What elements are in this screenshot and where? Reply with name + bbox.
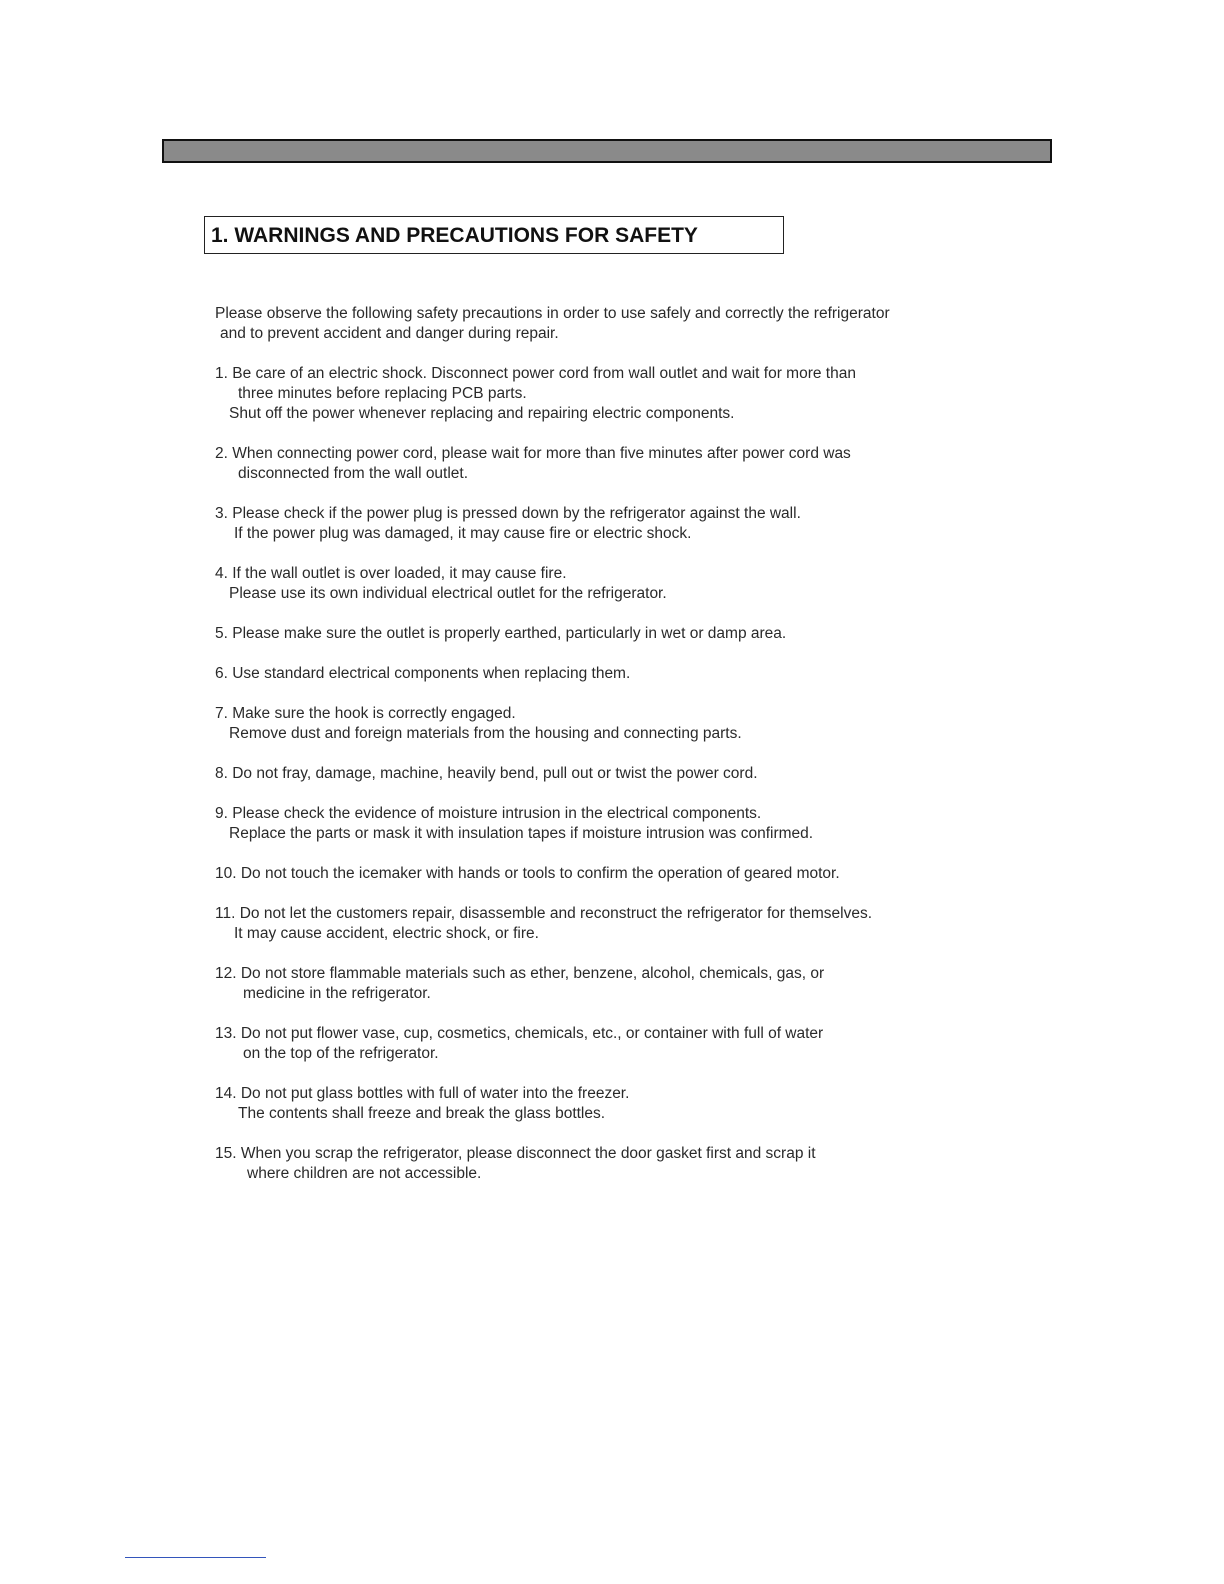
item-line: It may cause accident, electric shock, or fire. [234,925,539,942]
item-line: medicine in the refrigerator. [243,985,431,1002]
item-line: 12. Do not store flammable materials such as ether, benzene, alcohol, chemicals, gas, or [215,965,825,982]
item-line: Shut off the power whenever replacing and repairing electric components. [229,405,735,422]
item-line: Remove dust and foreign materials from the housing and connecting parts. [229,725,742,742]
item-line: 5. Please make sure the outlet is properly earthed, particularly in wet or damp area. [215,625,787,642]
footer-divider [125,1557,266,1558]
item-line: three minutes before replacing PCB parts. [238,385,527,402]
header-bar [162,139,1052,163]
precaution-item-2 [215,444,975,484]
precaution-item-6 [215,664,975,684]
precaution-item-7 [215,704,975,744]
item-line: 4. If the wall outlet is over loaded, it may cause fire. [215,565,567,582]
precaution-item-9 [215,804,975,844]
intro-paragraph [215,304,975,344]
item-line: The contents shall freeze and break the glass bottles. [238,1105,606,1122]
item-line: 2. When connecting power cord, please wait for more than five minutes after power cord was [215,445,851,462]
precaution-item-1 [215,364,975,424]
item-line: 9. Please check the evidence of moisture intrusion in the electrical components. [215,805,762,822]
item-line: 11. Do not let the customers repair, disassemble and reconstruct the refrigerator for themselves. [215,905,873,922]
item-line: disconnected from the wall outlet. [238,465,469,482]
precaution-item-10 [215,864,975,884]
item-line: 7. Make sure the hook is correctly engaged. [215,705,516,722]
item-line: where children are not accessible. [247,1165,482,1182]
item-line: 1. Be care of an electric shock. Disconnect power cord from wall outlet and wait for more than [215,365,856,382]
precaution-item-3 [215,504,975,544]
precaution-item-4 [215,564,975,604]
item-line: 14. Do not put glass bottles with full of water into the freezer. [215,1085,630,1102]
precaution-item-11 [215,904,975,944]
item-line: Replace the parts or mask it with insulation tapes if moisture intrusion was confirmed. [229,825,814,842]
item-line: 15. When you scrap the refrigerator, please disconnect the door gasket first and scrap it [215,1145,816,1162]
precaution-item-5 [215,624,975,644]
item-line: 13. Do not put flower vase, cup, cosmetics, chemicals, etc., or container with full of water [215,1025,824,1042]
precaution-item-8 [215,764,975,784]
item-line: 10. Do not touch the icemaker with hands or tools to confirm the operation of geared motor. [215,865,840,882]
precaution-item-14 [215,1084,975,1124]
item-line: If the power plug was damaged, it may cause fire or electric shock. [234,525,692,542]
item-line: 3. Please check if the power plug is pressed down by the refrigerator against the wall. [215,505,801,522]
intro-line: Please observe the following safety precautions in order to use safely and correctly the refrigerator [215,305,890,322]
precaution-item-13 [215,1024,975,1064]
section-title: 1. WARNINGS AND PRECAUTIONS FOR SAFETY [204,216,784,254]
precaution-item-15 [215,1144,975,1184]
item-line: on the top of the refrigerator. [243,1045,439,1062]
intro-line: and to prevent accident and danger during repair. [220,325,559,342]
precaution-item-12 [215,964,975,1004]
item-line: 8. Do not fray, damage, machine, heavily bend, pull out or twist the power cord. [215,765,758,782]
item-line: Please use its own individual electrical outlet for the refrigerator. [229,585,667,602]
safety-content [215,304,975,1204]
item-line: 6. Use standard electrical components when replacing them. [215,665,631,682]
